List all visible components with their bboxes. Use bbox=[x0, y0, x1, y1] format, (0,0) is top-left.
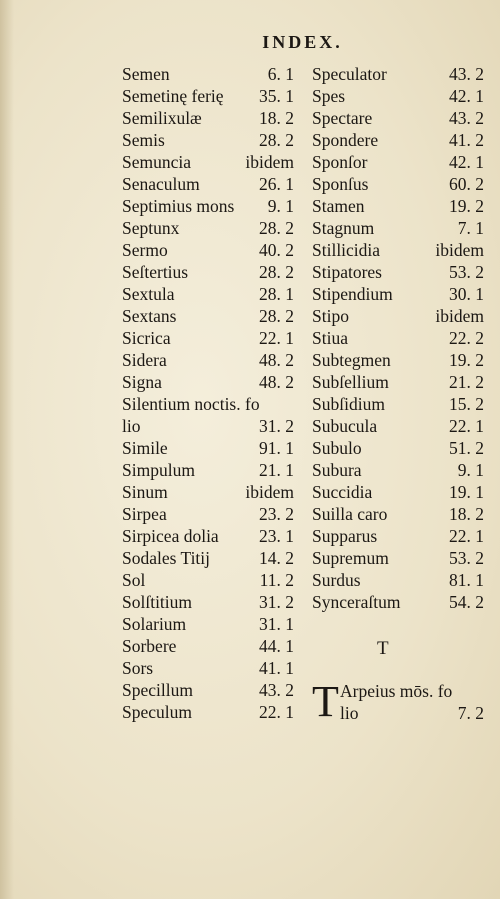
entry-ref: 9. 1 bbox=[457, 460, 484, 480]
entry-ref: 19. 2 bbox=[449, 196, 484, 216]
entry-term: Subſellium bbox=[312, 372, 389, 392]
entry-ref: 31. 2 bbox=[259, 592, 294, 612]
index-entry bbox=[312, 151, 484, 173]
entry-term: Simile bbox=[122, 438, 168, 458]
entry-ref: 9. 1 bbox=[267, 196, 294, 216]
entry-term: Speculum bbox=[122, 702, 192, 722]
entry-term: Sors bbox=[122, 658, 154, 678]
entry-ref: 19. 1 bbox=[449, 482, 484, 502]
index-entry bbox=[312, 327, 484, 349]
entry-term: Semilixulæ bbox=[122, 108, 202, 128]
entry-ref: 11. 2 bbox=[259, 570, 294, 590]
entry-ref: 28. 1 bbox=[259, 284, 294, 304]
entry-term: Synceraſtum bbox=[312, 592, 401, 612]
index-entry bbox=[122, 569, 294, 591]
index-entry bbox=[122, 591, 294, 613]
entry-term: Stagnum bbox=[312, 218, 375, 238]
entry-term: Supparus bbox=[312, 526, 378, 546]
index-entry bbox=[122, 503, 294, 525]
index-entry bbox=[312, 459, 484, 481]
entry-ref: 22. 2 bbox=[449, 328, 484, 348]
index-entry bbox=[122, 261, 294, 283]
entry-term: Stipo bbox=[312, 306, 349, 326]
entry-term: Sermo bbox=[122, 240, 168, 260]
index-entry bbox=[312, 481, 484, 503]
index-entry bbox=[312, 569, 484, 591]
entry-term-line1: Arpeius mōs. fo bbox=[340, 681, 453, 701]
index-entry bbox=[122, 283, 294, 305]
index-entry bbox=[122, 393, 294, 415]
index-entry bbox=[122, 657, 294, 679]
index-entry bbox=[122, 679, 294, 701]
entry-term-line2: lio bbox=[340, 703, 359, 723]
entry-ref: 23. 1 bbox=[259, 526, 294, 546]
index-entry bbox=[122, 701, 294, 723]
entry-term: Sextans bbox=[122, 306, 177, 326]
entry-ref: 41. 1 bbox=[259, 658, 294, 678]
section-letter: T bbox=[377, 638, 389, 659]
entry-term: Sol bbox=[122, 570, 146, 590]
entry-term: Supremum bbox=[312, 548, 389, 568]
entry-term: Solſtitium bbox=[122, 592, 193, 612]
entry-term: Semuncia bbox=[122, 152, 192, 172]
entry-ref: 7. 1 bbox=[457, 218, 484, 238]
entry-ref: 43. 2 bbox=[449, 108, 484, 128]
index-entry bbox=[312, 503, 484, 525]
index-entry-t bbox=[312, 677, 484, 730]
entry-ref: 43. 2 bbox=[449, 64, 484, 84]
page-gutter-shadow bbox=[0, 0, 14, 899]
entry-term: Sinum bbox=[122, 482, 168, 502]
entry-term: Spectare bbox=[312, 108, 373, 128]
index-entry bbox=[122, 173, 294, 195]
entry-term: Suilla caro bbox=[312, 504, 388, 524]
entry-term: Sirpicea dolia bbox=[122, 526, 219, 546]
entry-term: Stamen bbox=[312, 196, 365, 216]
index-entry bbox=[122, 349, 294, 371]
entry-ref: 30. 1 bbox=[449, 284, 484, 304]
index-column-left bbox=[122, 63, 294, 723]
index-entry bbox=[312, 195, 484, 217]
entry-term: Spondere bbox=[312, 130, 379, 150]
entry-ref: 18. 2 bbox=[449, 504, 484, 524]
entry-ref: 28. 2 bbox=[259, 130, 294, 150]
entry-ref: 28. 2 bbox=[259, 306, 294, 326]
entry-ref: 81. 1 bbox=[449, 570, 484, 590]
entry-term: Sidera bbox=[122, 350, 167, 370]
entry-term: Senaculum bbox=[122, 174, 200, 194]
entry-ref: 22. 1 bbox=[259, 328, 294, 348]
entry-ref: 48. 2 bbox=[259, 372, 294, 392]
index-entry bbox=[122, 239, 294, 261]
entry-term: Stillicidia bbox=[312, 240, 381, 260]
index-entry bbox=[312, 591, 484, 613]
index-entry bbox=[312, 415, 484, 437]
index-entry bbox=[122, 63, 294, 85]
entry-ref: 15. 2 bbox=[449, 394, 484, 414]
index-entry bbox=[312, 525, 484, 547]
index-entry bbox=[122, 459, 294, 481]
entry-ref: ibidem bbox=[245, 152, 294, 172]
entry-ref: 6. 1 bbox=[267, 64, 294, 84]
index-entry bbox=[312, 371, 484, 393]
entry-ref: 41. 2 bbox=[449, 130, 484, 150]
entry-term: Stipatores bbox=[312, 262, 382, 282]
entry-ref: 44. 1 bbox=[259, 636, 294, 656]
entry-ref: 19. 2 bbox=[449, 350, 484, 370]
index-entry bbox=[122, 613, 294, 635]
entry-ref: 21. 2 bbox=[449, 372, 484, 392]
index-entry bbox=[122, 107, 294, 129]
entry-ref: 53. 2 bbox=[449, 262, 484, 282]
index-entry bbox=[122, 195, 294, 217]
index-entry bbox=[312, 261, 484, 283]
entry-term: lio bbox=[122, 416, 141, 436]
entry-term: Sodales Titij bbox=[122, 548, 211, 568]
index-entry bbox=[122, 85, 294, 107]
entry-ref: 28. 2 bbox=[259, 218, 294, 238]
entry-term: Sorbere bbox=[122, 636, 177, 656]
index-entry bbox=[122, 415, 294, 437]
entry-ref: 53. 2 bbox=[449, 548, 484, 568]
entry-ref: 22. 1 bbox=[449, 416, 484, 436]
entry-term: Sicrica bbox=[122, 328, 171, 348]
entry-term: Solarium bbox=[122, 614, 187, 634]
entry-ref: 18. 2 bbox=[259, 108, 294, 128]
entry-ref: 54. 2 bbox=[449, 592, 484, 612]
index-entry bbox=[312, 107, 484, 129]
entry-term: Subtegmen bbox=[312, 350, 391, 370]
index-entry bbox=[122, 151, 294, 173]
index-entry bbox=[312, 547, 484, 569]
entry-ref: 22. 1 bbox=[259, 702, 294, 722]
index-entry bbox=[122, 327, 294, 349]
entry-ref: 28. 2 bbox=[259, 262, 294, 282]
entry-ref: 48. 2 bbox=[259, 350, 294, 370]
entry-term: Septunx bbox=[122, 218, 180, 238]
entry-term: Surdus bbox=[312, 570, 361, 590]
entry-ref: 23. 2 bbox=[259, 504, 294, 524]
entry-term: Silentium noctis. fo bbox=[122, 394, 260, 414]
index-entry bbox=[122, 217, 294, 239]
entry-ref: 42. 1 bbox=[449, 152, 484, 172]
entry-term: Subſidium bbox=[312, 394, 385, 414]
index-entry bbox=[122, 129, 294, 151]
index-entry bbox=[312, 305, 484, 327]
index-entry bbox=[312, 129, 484, 151]
entry-term: Sponſus bbox=[312, 174, 369, 194]
entry-ref: 14. 2 bbox=[259, 548, 294, 568]
entry-term: Sponſor bbox=[312, 152, 368, 172]
index-entry bbox=[312, 63, 484, 85]
page-title: INDEX. bbox=[262, 32, 343, 52]
entry-term: Subura bbox=[312, 460, 362, 480]
entry-ref: 31. 1 bbox=[259, 614, 294, 634]
entry-ref: 21. 1 bbox=[259, 460, 294, 480]
index-entry bbox=[312, 173, 484, 195]
decorated-initial: T bbox=[312, 677, 339, 726]
entry-term: Semis bbox=[122, 130, 165, 150]
entry-term: Stiua bbox=[312, 328, 348, 348]
entry-term: Septimius mons bbox=[122, 196, 235, 216]
index-entry bbox=[312, 393, 484, 415]
index-entry bbox=[312, 239, 484, 261]
index-entry bbox=[122, 525, 294, 547]
entry-ref: 26. 1 bbox=[259, 174, 294, 194]
index-entry bbox=[122, 547, 294, 569]
entry-term: Sextula bbox=[122, 284, 175, 304]
entry-term: Speculator bbox=[312, 64, 387, 84]
entry-ref: 91. 1 bbox=[259, 438, 294, 458]
entry-term: Signa bbox=[122, 372, 162, 392]
entry-ref: 7. 2 bbox=[457, 703, 484, 723]
index-entry bbox=[122, 481, 294, 503]
entry-term: Subulo bbox=[312, 438, 362, 458]
entry-ref: 51. 2 bbox=[449, 438, 484, 458]
entry-ref: 35. 1 bbox=[259, 86, 294, 106]
entry-ref: 60. 2 bbox=[449, 174, 484, 194]
index-entry bbox=[312, 85, 484, 107]
entry-term: Simpulum bbox=[122, 460, 195, 480]
entry-ref: 31. 2 bbox=[259, 416, 294, 436]
entry-term: Subucula bbox=[312, 416, 378, 436]
entry-ref: 42. 1 bbox=[449, 86, 484, 106]
entry-term: Semen bbox=[122, 64, 170, 84]
index-entry bbox=[122, 371, 294, 393]
entry-term: Specillum bbox=[122, 680, 193, 700]
index-entry bbox=[312, 283, 484, 305]
entry-ref: 43. 2 bbox=[259, 680, 294, 700]
index-entry bbox=[312, 437, 484, 459]
index-entry bbox=[312, 217, 484, 239]
entry-term: Semetinę ferię bbox=[122, 86, 224, 106]
entry-term: Sirpea bbox=[122, 504, 167, 524]
entry-ref: ibidem bbox=[245, 482, 294, 502]
page-header bbox=[0, 32, 500, 53]
entry-term: Stipendium bbox=[312, 284, 393, 304]
index-entry bbox=[122, 437, 294, 459]
entry-term: Spes bbox=[312, 86, 346, 106]
index-column-right bbox=[312, 63, 484, 613]
entry-term: Succidia bbox=[312, 482, 373, 502]
index-entry bbox=[122, 305, 294, 327]
index-entry bbox=[122, 635, 294, 657]
entry-ref: 22. 1 bbox=[449, 526, 484, 546]
entry-ref: 40. 2 bbox=[259, 240, 294, 260]
entry-term: Seſtertius bbox=[122, 262, 189, 282]
index-entry bbox=[312, 349, 484, 371]
entry-ref: ibidem bbox=[435, 306, 484, 326]
entry-ref: ibidem bbox=[435, 240, 484, 260]
